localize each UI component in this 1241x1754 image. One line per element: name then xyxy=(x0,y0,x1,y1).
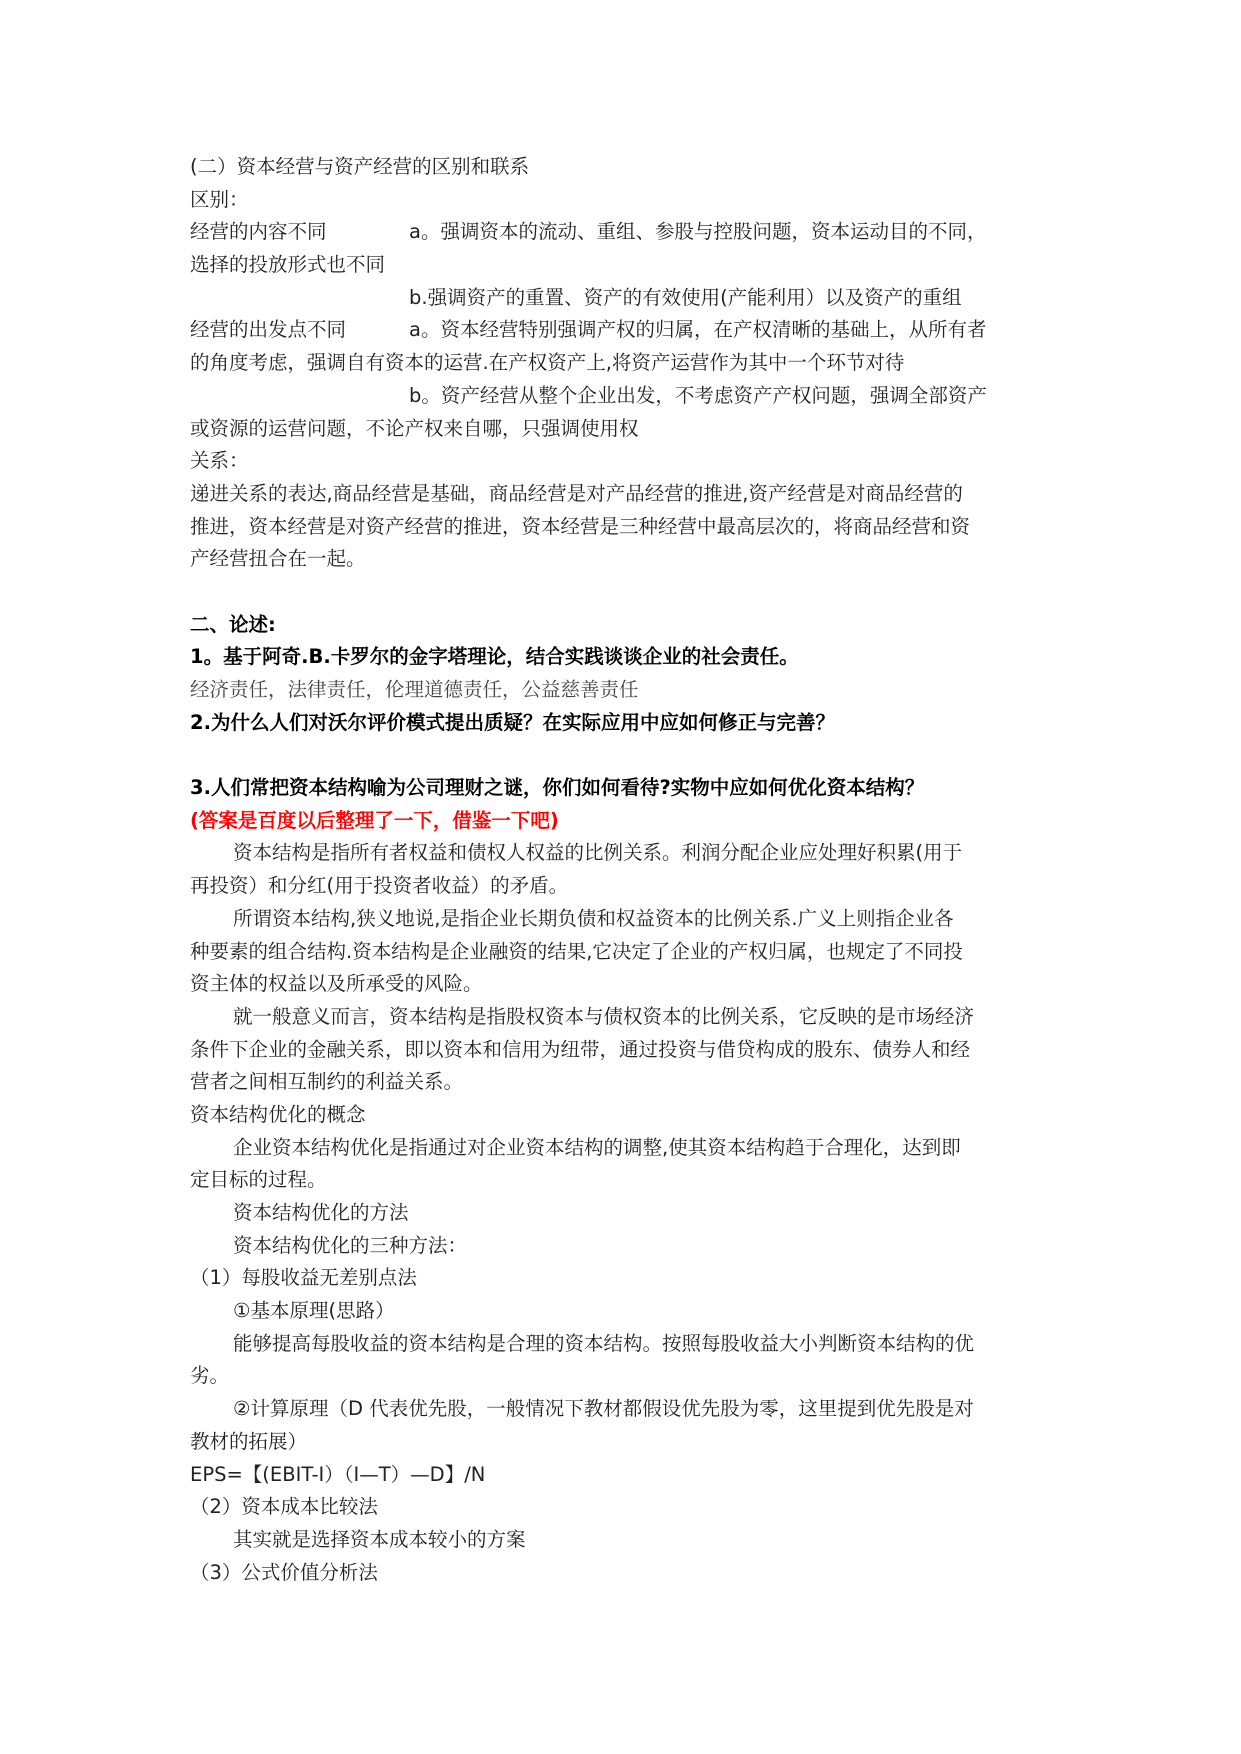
content-diff-b-row xyxy=(190,282,1062,315)
answer-3-line: 营者之间相互制约的利益关系。 xyxy=(190,1070,464,1094)
start-diff-row xyxy=(190,314,1062,347)
answer-3-line: 资本结构是指所有者权益和债权人权益的比例关系。利润分配企业应处理好积累(用于 xyxy=(233,841,963,865)
answer-3-line: 资本结构优化的方法 xyxy=(233,1201,409,1224)
content-diff-a: a。强调资本的流动、重组、参股与控股问题，资本运动目的不同， xyxy=(409,220,987,244)
answer-3-line: 再投资）和分红(用于投资者收益）的矛盾。 xyxy=(190,874,569,898)
start-diff-a-cont: 的角度考虑，强调自有资本的运营.在产权资产上,将资产运营作为其中一个环节对待 xyxy=(190,351,905,375)
difference-label: 区别： xyxy=(190,187,249,211)
answer-3-line: 能够提高每股收益的资本结构是合理的资本结构。按照每股收益大小判断资本结构的优 xyxy=(233,1331,975,1355)
question-2: 2.为什么人们对沃尔评价模式提出质疑？在实际应用中应如何修正与完善？ xyxy=(190,710,835,734)
essay-heading: 二、论述: xyxy=(190,612,276,636)
question-1: 1。基于阿奇.B.卡罗尔的金字塔理论，结合实践谈谈企业的社会责任。 xyxy=(190,645,799,669)
relation-line: 推进，资本经营是对资产经营的推进，资本经营是三种经营中最高层次的，将商品经营和资 xyxy=(190,514,971,538)
answer-3-line: 资本结构优化的三种方法： xyxy=(233,1233,468,1257)
content-diff-a-cont: 选择的投放形式也不同 xyxy=(190,253,386,277)
relation-line: 递进关系的表达,商品经营是基础，商品经营是对产品经营的推进,资产经营是对商品经营的 xyxy=(190,481,963,505)
blank-line xyxy=(190,739,1062,772)
start-diff-b: b。资产经营从整个企业出发，不考虑资产产权问题，强调全部资产 xyxy=(409,383,987,407)
answer-3-line: 企业资本结构优化是指通过对企业资本结构的调整,使其资本结构趋于合理化，达到即 xyxy=(233,1135,961,1159)
answer-3-line: 条件下企业的金融关系，即以资本和信用为纽带，通过投资与借贷构成的股东、债券人和经 xyxy=(190,1037,971,1061)
answer-3-line: 就一般意义而言，资本结构是指股权资本与债权资本的比例关系，它反映的是市场经济 xyxy=(233,1004,975,1028)
answer-3-line: （3）公式价值分析法 xyxy=(190,1560,378,1584)
answer-3-line: EPS=【(EBIT-I）（I—T）—D】/N xyxy=(190,1462,486,1486)
content-diff-row xyxy=(190,216,1062,249)
answer-3-line: ②计算原理（D 代表优先股，一般情况下教材都假设优先股为零，这里提到优先股是对 xyxy=(233,1397,974,1421)
relation-line: 产经营扭合在一起。 xyxy=(190,547,366,571)
question-3: 3.人们常把资本结构喻为公司理财之谜，你们如何看待?实物中应如何优化资本结构？ xyxy=(190,776,925,800)
answer-3-line: 其实就是选择资本成本较小的方案 xyxy=(233,1527,526,1551)
start-diff-b-row xyxy=(190,380,1062,413)
answer-3-line: 劣。 xyxy=(190,1364,230,1388)
answer-3-line: 所谓资本结构,狭义地说,是指企业长期负债和权益资本的比例关系.广义上则指企业各 xyxy=(233,906,954,930)
answer-3-line: 定目标的过程。 xyxy=(190,1168,327,1192)
answer-3-line: （1）每股收益无差别点法 xyxy=(190,1266,417,1290)
answer-3-line: 资主体的权益以及所承受的风险。 xyxy=(190,972,483,996)
answer-3-line: 资本结构优化的概念 xyxy=(190,1102,366,1126)
answer-3-line: （2）资本成本比较法 xyxy=(190,1495,378,1519)
answer-3-body xyxy=(190,837,1062,1589)
start-diff-b-cont: 或资源的运营问题，不论产权来自哪，只强调使用权 xyxy=(190,416,639,440)
answer-3-line: ①基本原理(思路） xyxy=(233,1299,395,1323)
answer-3-line: 种要素的组合结构.资本结构是企业融资的结果,它决定了企业的产权归属，也规定了不同投 xyxy=(190,939,963,963)
blank-line xyxy=(190,576,1062,609)
document-page xyxy=(190,151,1062,1589)
content-diff-label: 经营的内容不同 xyxy=(190,220,327,244)
start-diff-label: 经营的出发点不同 xyxy=(190,318,347,342)
section-title: (二）资本经营与资产经营的区别和联系 xyxy=(190,155,530,178)
content-diff-b: b.强调资产的重置、资产的有效使用(产能利用）以及资产的重组 xyxy=(409,285,962,309)
answer-source-note: (答案是百度以后整理了一下，借鉴一下吧) xyxy=(190,808,559,832)
answer-1: 经济责任，法律责任，伦理道德责任，公益慈善责任 xyxy=(190,678,639,701)
answer-3-line: 教材的拓展） xyxy=(190,1429,308,1453)
relation-label: 关系： xyxy=(190,449,249,473)
start-diff-a: a。资本经营特别强调产权的归属，在产权清晰的基础上，从所有者 xyxy=(409,318,987,342)
